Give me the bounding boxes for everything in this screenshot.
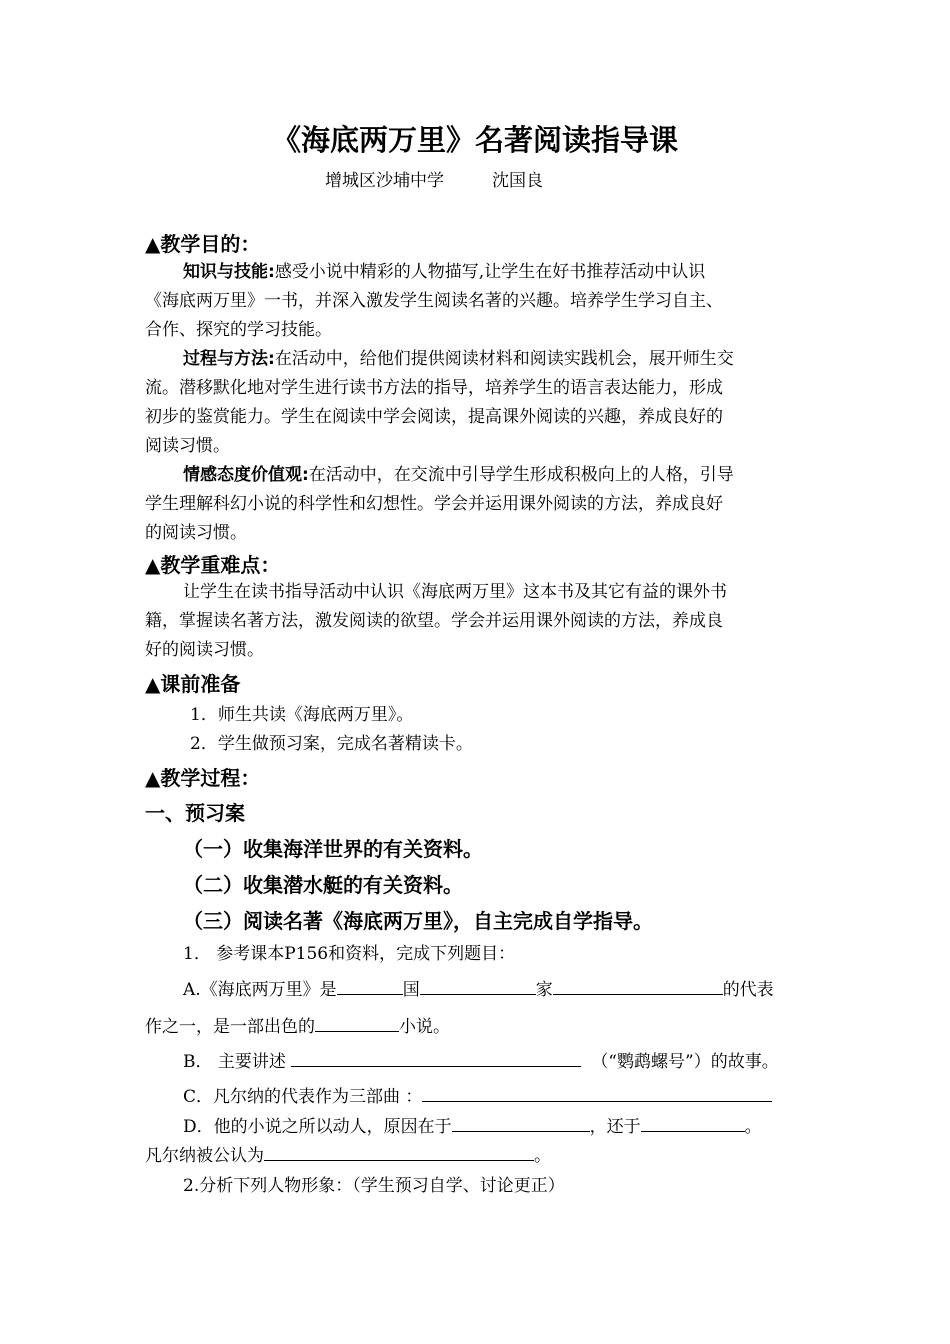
process-line: 阅读习惯。 <box>145 436 230 456</box>
keypoints-heading: ▲教学重难点： <box>145 553 281 577</box>
process-line: 在活动中，给他们提供阅读材料和阅读实践机会，展开师生交 <box>274 349 734 369</box>
knowledge-line: 感受小说中精彩的人物描写,让学生在好书推荐活动中认识 <box>274 262 706 282</box>
question-a-text: 的代表 <box>722 980 774 1000</box>
keypoints-line: 籍，掌握读名著方法，激发阅读的欲望。学会并运用课外阅读的方法，养成良 <box>145 611 723 631</box>
emotion-paragraph <box>145 461 734 548</box>
blank-d2[interactable] <box>641 1113 745 1132</box>
question-c-text: C．凡尔纳的代表作为三部曲 ： <box>183 1087 423 1107</box>
process-line: 流。潜移默化地对学生进行读书方法的指导，培养学生的语言表达能力，形成 <box>145 378 723 398</box>
knowledge-line: 《海底两万里》一书，并深入激发学生阅读名著的兴趣。培养学生学习自主、 <box>145 291 723 311</box>
prep-item: 2．学生做预习案，完成名著精读卡。 <box>190 734 473 754</box>
question-a-text: 国 <box>402 980 420 1000</box>
section-one-heading: 一、预习案 <box>145 801 245 825</box>
question-d-text: 。 <box>534 1146 551 1166</box>
document-title: 《海底两万里》名著阅读指导课 <box>271 123 678 157</box>
blank-d1[interactable] <box>452 1113 590 1132</box>
goals-heading: ▲教学目的： <box>145 232 261 256</box>
byline <box>325 166 543 191</box>
blank-a4[interactable] <box>315 1013 399 1032</box>
question-d-text: ，还于 <box>589 1117 641 1137</box>
question-a-text: A.《海底两万里》是 <box>183 980 337 1000</box>
process-paragraph <box>145 345 734 461</box>
knowledge-line: 合作、探究的学习技能。 <box>145 320 332 340</box>
question-b-text: B． 主要讲述 <box>183 1052 292 1072</box>
process-line: 初步的鉴赏能力。学生在阅读中学会阅读，提高课外阅读的兴趣，养成良好的 <box>145 407 723 427</box>
author-name: 沈国良 <box>492 171 543 191</box>
question-a-text: 作之一，是一部出色的 <box>145 1017 315 1037</box>
sub-item-three: （三）阅读名著《海底两万里》，自主完成自学指导。 <box>183 909 653 933</box>
blank-c1[interactable] <box>422 1083 772 1102</box>
question-d-text: 。 <box>744 1117 762 1137</box>
prep-heading: ▲课前准备 <box>145 672 241 696</box>
question-b-text: （“鹦鹉螺号”）的故事。 <box>591 1052 779 1072</box>
question-d-text: 凡尔纳被公认为 <box>145 1146 264 1166</box>
question-d <box>183 1113 762 1142</box>
keypoints-line: 好的阅读习惯。 <box>145 640 264 660</box>
keypoints-line: 让学生在读书指导活动中认识《海底两万里》这本书及其它有益的课外书 <box>183 582 727 602</box>
knowledge-paragraph <box>145 258 723 345</box>
blank-a1[interactable] <box>337 976 403 995</box>
question-a <box>183 976 774 1005</box>
process-heading: ▲教学过程： <box>145 766 261 790</box>
school-name: 增城区沙埔中学 <box>325 171 444 191</box>
emotion-line: 的阅读习惯。 <box>145 523 247 543</box>
question-a-line2 <box>145 1013 450 1042</box>
sub-item-one: （一）收集海洋世界的有关资料。 <box>183 837 483 861</box>
question-c <box>183 1083 772 1112</box>
blank-a2[interactable] <box>420 976 536 995</box>
prep-item: 1．师生共读《海底两万里》。 <box>190 705 414 725</box>
question-a-text: 小说。 <box>399 1017 450 1037</box>
question-a-text: 家 <box>535 980 553 1000</box>
question-b <box>183 1048 779 1077</box>
emotion-line: 在活动中，在交流中引导学生形成积极向上的人格，引导 <box>308 465 734 485</box>
question-d-text: D．他的小说之所以动人，原因在于 <box>183 1117 452 1137</box>
blank-b1[interactable] <box>291 1048 581 1067</box>
keypoints-paragraph <box>145 578 727 665</box>
question-d-line2 <box>145 1142 551 1171</box>
sub-item-two: （二）收集潜水艇的有关资料。 <box>183 873 463 897</box>
blank-a3[interactable] <box>553 976 723 995</box>
emotion-line: 学生理解科幻小说的科学性和幻想性。学会并运用课外阅读的方法，养成良好 <box>145 494 723 514</box>
emotion-label: 情感态度价值观: <box>183 465 309 485</box>
process-label: 过程与方法: <box>183 349 275 369</box>
knowledge-label: 知识与技能: <box>183 262 275 282</box>
exercise-intro: 1． 参考课本P156和资料，完成下列题目： <box>183 944 516 964</box>
blank-d3[interactable] <box>264 1142 534 1161</box>
analysis-prompt: 2.分析下列人物形象：（学生预习自学、讨论更正） <box>183 1176 565 1196</box>
